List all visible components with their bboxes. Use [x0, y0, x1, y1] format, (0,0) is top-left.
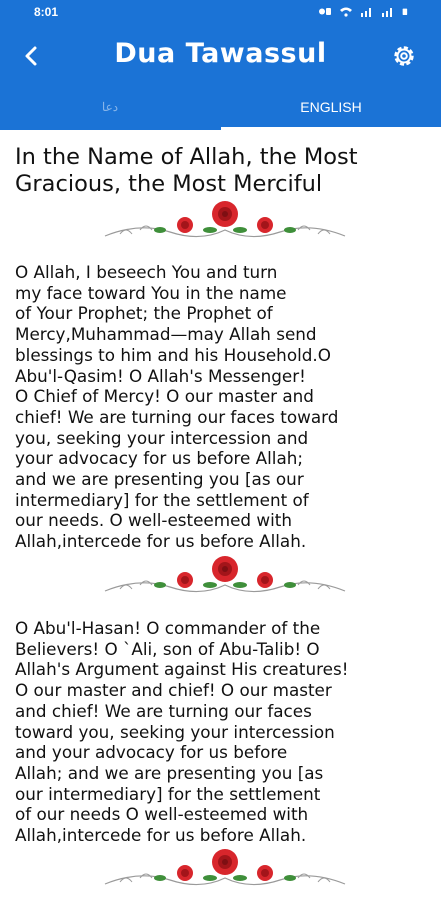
wifi-icon [339, 6, 353, 17]
status-icons [318, 6, 411, 17]
dua-heading: In the Name of Allah, the Most Gracious, the Most Merciful [15, 144, 358, 197]
dua-content[interactable] [0, 130, 441, 900]
tab-arabic[interactable]: دعا [101, 100, 119, 114]
status-bar [0, 0, 441, 26]
signal-icon [360, 6, 374, 17]
tab-bar [0, 88, 441, 130]
battery-icon [402, 6, 411, 17]
status-time: 8:01 [34, 5, 59, 19]
notification-icon [318, 6, 332, 17]
signal-icon-2 [381, 6, 395, 17]
dua-paragraph: O Allah, I beseech You and turn my face toward You in the name of Your Prophet; the Prophet of Mercy,Muhammad—may Allah send blessings to him and his Household.O Abu'l-Qasim! O Allah's Messenger! O Chief of Mercy! O our master and chief! We are turning our faces toward you, seeking your intercession and your advocacy for us before Allah; and we are presenting you [as our intermediary] for the settlement of our needs. O well-esteemed with Allah,intercede for us before Allah. [15, 262, 339, 552]
rose-divider-ornament [100, 555, 350, 599]
app-bar [0, 26, 441, 88]
rose-divider-ornament [100, 848, 350, 892]
gear-icon[interactable] [390, 42, 418, 70]
dua-paragraph: O Abu'l-Hasan! O commander of the Believers! O `Ali, son of Abu-Talib! O Allah's Argument against His creatures! O our master and chief! O our master and chief! We are turning our faces toward you, seeking your intercession and your advocacy for us before Allah; and we are presenting you [as our intermediary] for the settlement of our needs O well-esteemed with Allah,intercede for us before Allah. [15, 618, 349, 846]
rose-divider-ornament [100, 200, 350, 244]
tab-english[interactable]: ENGLISH [300, 99, 362, 115]
page-title: Dua Tawassul [114, 38, 327, 69]
